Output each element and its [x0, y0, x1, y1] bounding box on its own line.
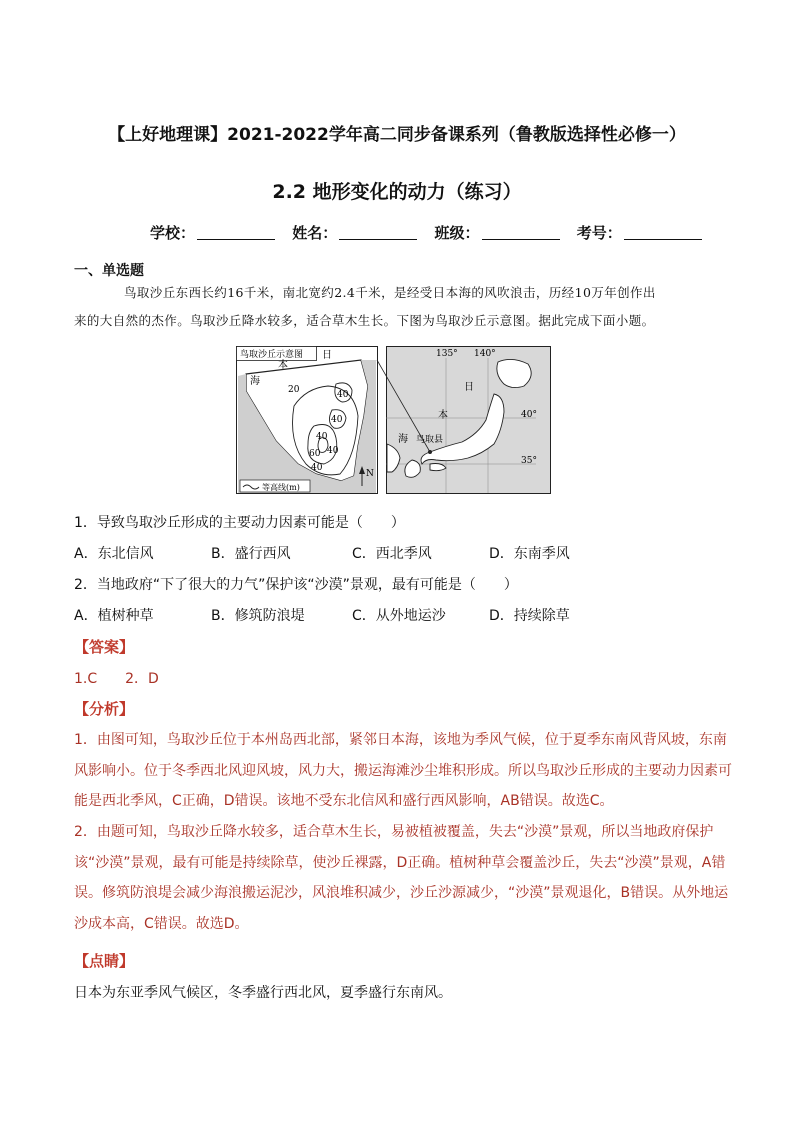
left-map-label-ben: 本	[278, 360, 288, 371]
class-label: 班级：	[434, 224, 480, 242]
lon-label-135: 135°	[436, 349, 458, 359]
left-map-label-ri: 日	[322, 350, 332, 361]
contour-label-1: 20	[288, 385, 300, 395]
north-label: N	[366, 469, 374, 479]
class-blank[interactable]	[482, 225, 560, 240]
lesson-title: 2.2 地形变化的动力（练习）	[272, 181, 522, 203]
contour-label-6: 60	[309, 449, 321, 459]
question-1-options	[74, 543, 570, 563]
lat-label-40: 40°	[521, 410, 537, 420]
q1-option-a[interactable]: A．东北信风	[74, 546, 154, 562]
tottori-label: 鸟取县	[416, 435, 444, 445]
passage-line-2: 来的大自然的杰作。鸟取沙丘降水较多，适合草木生长。下图为鸟取沙丘示意图。据此完成下面小题。	[74, 313, 655, 328]
name-blank[interactable]	[339, 225, 417, 240]
analysis-heading: 【分析】	[74, 700, 135, 718]
tottori-dot-icon	[428, 450, 432, 454]
lon-label-140: 140°	[474, 349, 496, 359]
left-map-title: 鸟取沙丘示意图	[240, 350, 304, 360]
name-label: 姓名：	[292, 224, 338, 242]
passage-line-1: 鸟取沙丘东西长约16千米，南北宽约2.4千米，是经受日本海的风吹浪击，历经10万年创作出	[124, 285, 656, 300]
right-map-label-ri: 日	[464, 382, 474, 393]
answer-heading: 【答案】	[74, 638, 135, 656]
q1-option-d[interactable]: D．东南季风	[489, 546, 570, 562]
q2-option-d[interactable]: D．持续除草	[489, 608, 570, 624]
legend-label: 等高线(m)	[262, 483, 300, 492]
right-map-label-hai: 海	[398, 434, 408, 445]
question-2-options	[74, 605, 570, 625]
document-title: 【上好地理课】2021-2022学年高二同步备课系列（鲁教版选择性必修一）	[108, 125, 686, 145]
q2-option-b[interactable]: B．修筑防浪堤	[211, 608, 305, 624]
question-2-stem: 2．当地政府“下了很大的力气”保护该“沙漠”景观，最有可能是（ ）	[74, 577, 518, 593]
q2-option-a[interactable]: A．植树种草	[74, 608, 154, 624]
left-map-label-hai: 海	[250, 376, 260, 387]
analysis-1: 1．由图可知，鸟取沙丘位于本州岛西北部，紧邻日本海，该地为季风气候，位于夏季东南风背风坡，东南风影响小。位于冬季西北风迎风坡，风力大，搬运海滩沙尘堆积形成。所以鸟取沙丘形成的主要动力因素可能是西北季风，C正确，D错误。该地不受东北信风和盛行西风影响，AB错误。故选C。	[74, 732, 732, 809]
contour-label-2: 40	[337, 390, 349, 400]
section-heading: 一、单选题	[74, 263, 144, 279]
figure-svg	[236, 346, 552, 495]
right-map-label-ben: 本	[438, 410, 448, 421]
sand-dune-figure	[236, 346, 552, 495]
school-label: 学校：	[150, 224, 196, 242]
q2-option-c[interactable]: C．从外地运沙	[352, 608, 446, 624]
tip-heading: 【点睛】	[74, 952, 135, 970]
contour-label-5: 40	[327, 446, 339, 456]
contour-label-7: 40	[311, 463, 323, 473]
passage	[74, 279, 724, 335]
q1-option-b[interactable]: B．盛行西风	[211, 546, 291, 562]
exam-no-label: 考号：	[576, 224, 622, 242]
contour-label-4: 40	[316, 432, 328, 442]
school-blank[interactable]	[197, 225, 275, 240]
analysis-2: 2．由题可知，鸟取沙丘降水较多，适合草木生长，易被植被覆盖，失去“沙漠”景观，所以当地政府保护该“沙漠”景观，最有可能是持续除草，使沙丘裸露，D正确。植树种草会覆盖沙丘，失去“沙漠”景观，A错误。修筑防浪堤会减少海浪搬运泥沙，风浪堆积减少，沙丘沙源减少，“沙漠”景观退化，B错误。从外地运沙成本高，C错误。故选D。	[74, 824, 729, 932]
q1-option-c[interactable]: C．西北季风	[352, 546, 432, 562]
student-info-line	[150, 222, 714, 243]
exam-no-blank[interactable]	[624, 225, 702, 240]
contour-label-3: 40	[331, 415, 343, 425]
tip-text: 日本为东亚季风气候区，冬季盛行西北风，夏季盛行东南风。	[74, 985, 452, 1001]
answers: 1.C 2．D	[74, 671, 159, 687]
question-1-stem: 1．导致鸟取沙丘形成的主要动力因素可能是（ ）	[74, 515, 405, 531]
lat-label-35: 35°	[521, 456, 537, 466]
